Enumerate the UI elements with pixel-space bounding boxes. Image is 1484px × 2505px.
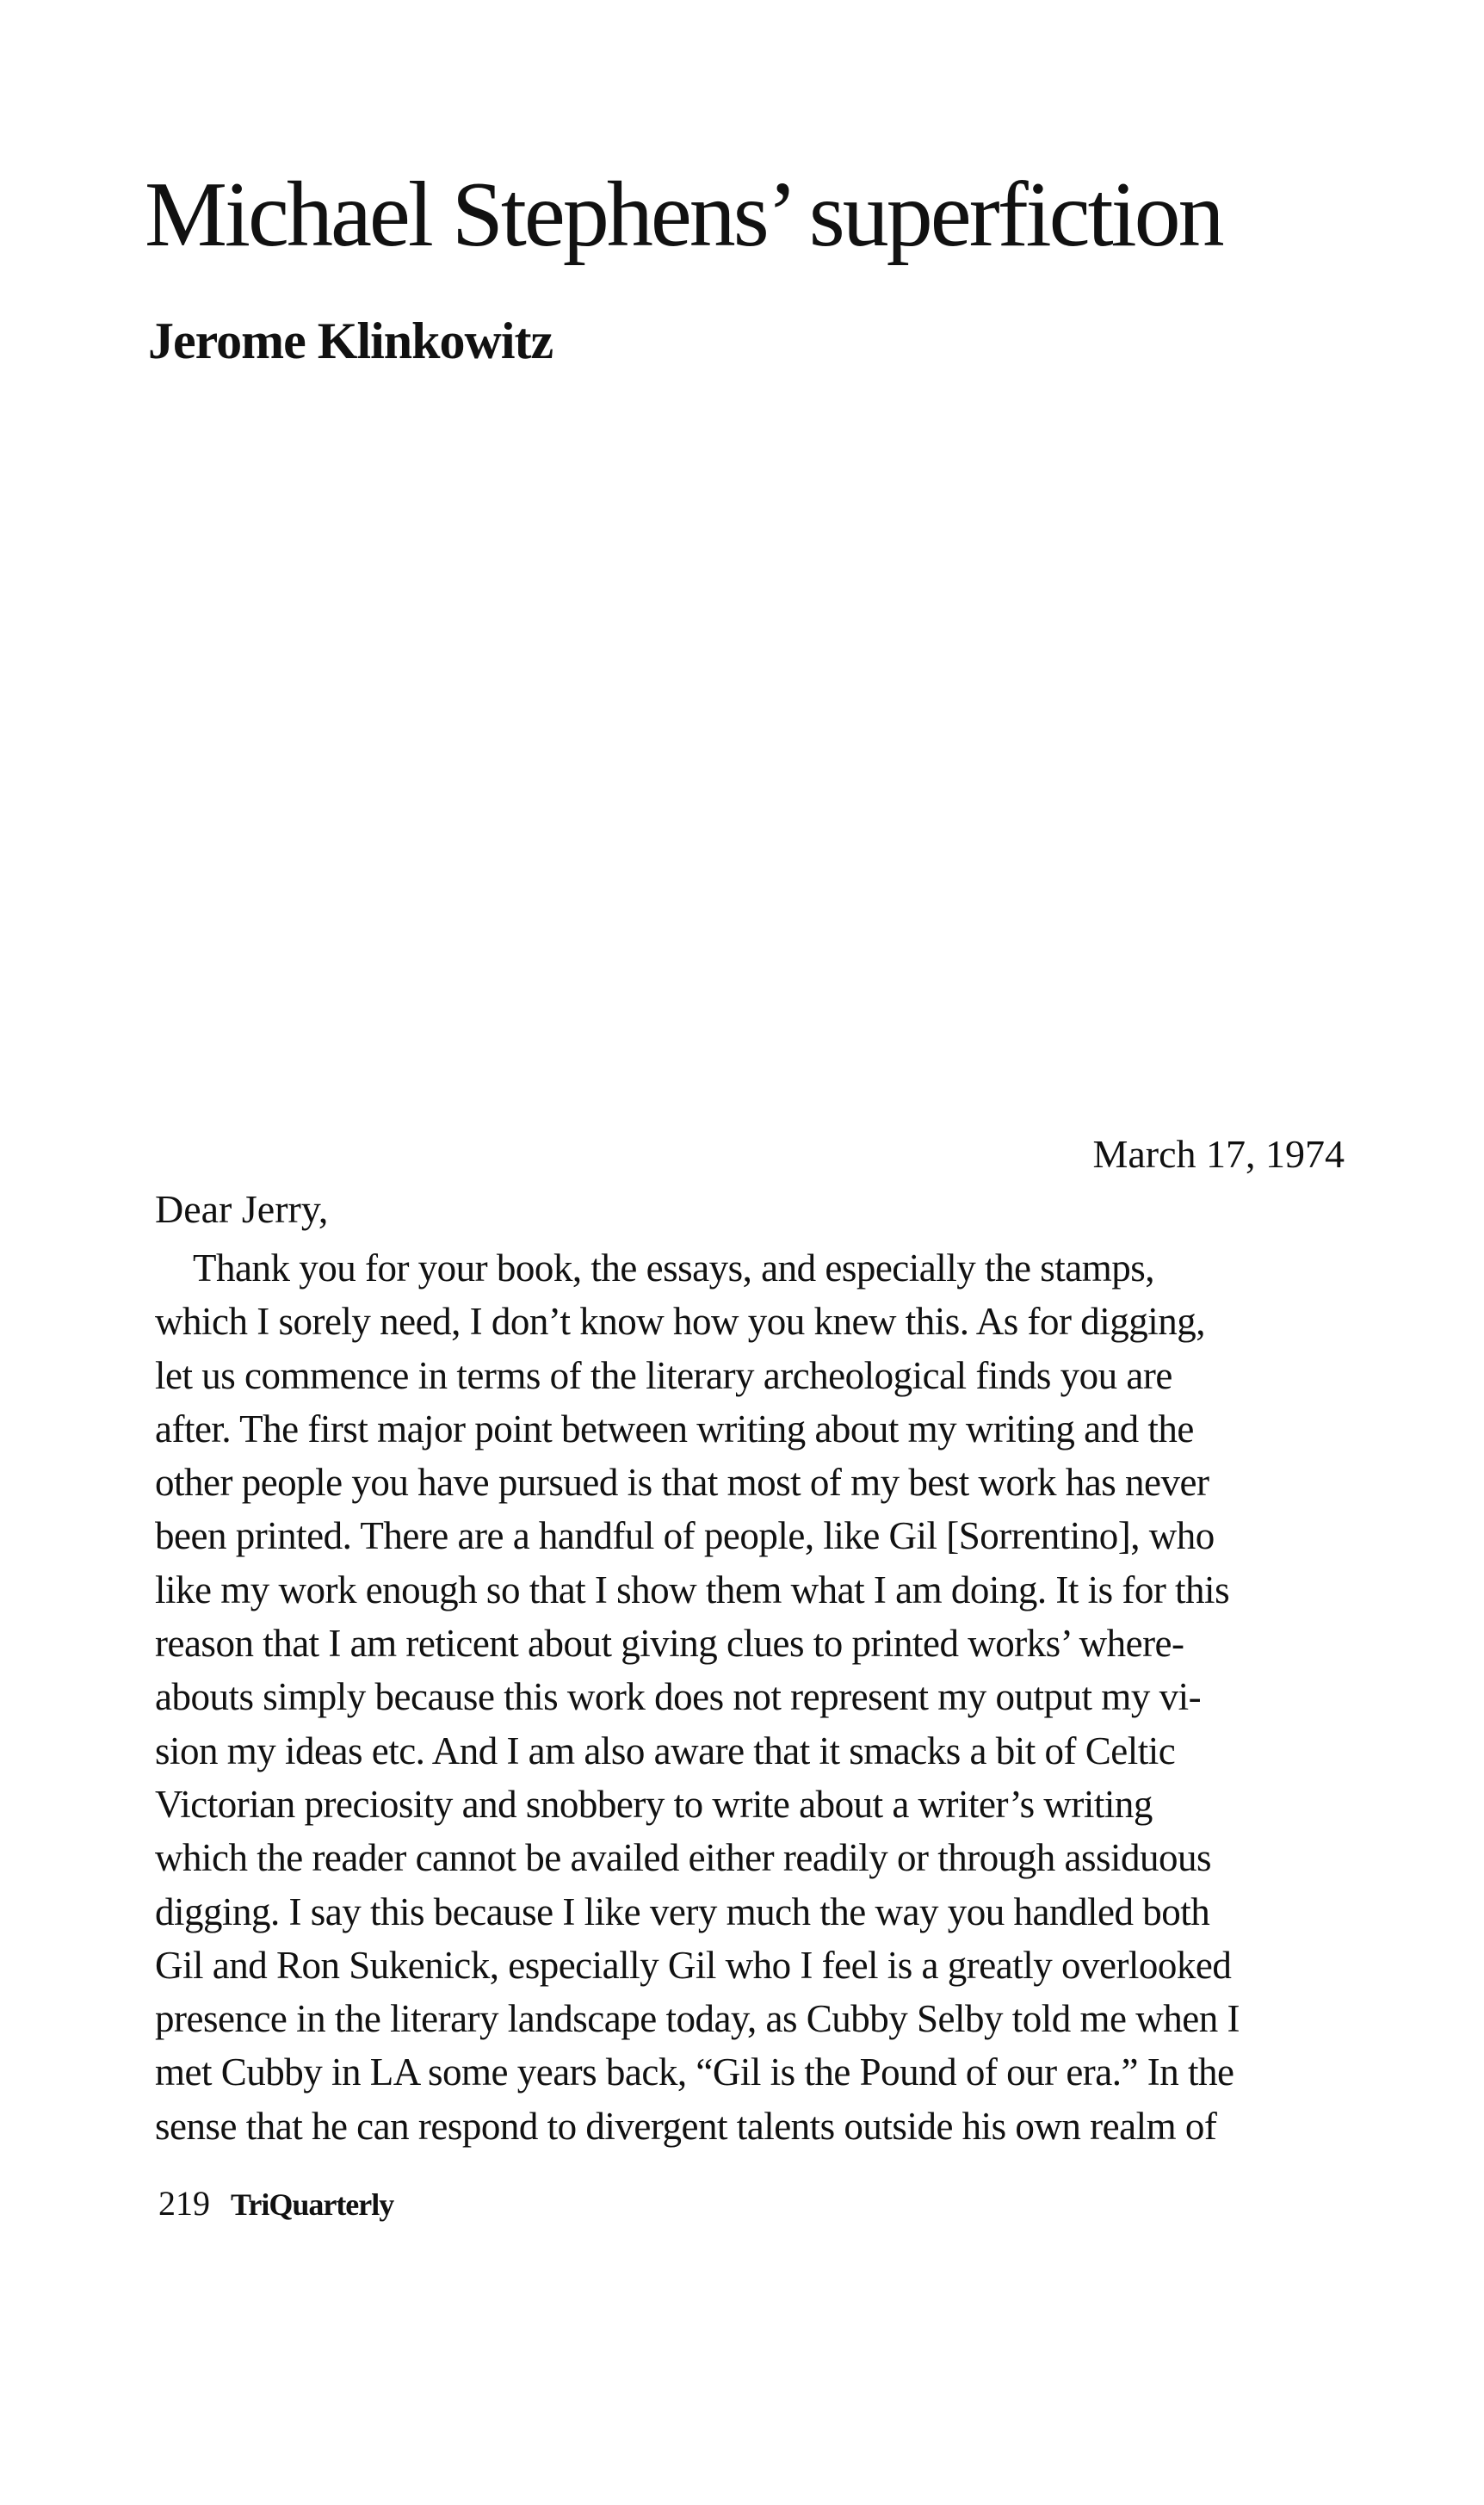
letter-date: March 17, 1974 [1092,1132,1345,1176]
body-line: presence in the literary landscape today, as Cubby Selby told me when I [155,1997,1240,2041]
letter-salutation: Dear Jerry, [155,1187,329,1231]
body-line: Gil and Ron Sukenick, especially Gil who I feel is a greatly overlooked [155,1943,1232,1987]
body-line: sion my ideas etc. And I am also aware that it smacks a bit of Celtic [155,1729,1176,1772]
body-line: after. The first major point between writing about my writing and the [155,1407,1194,1450]
body-line: abouts simply because this work does not represent my output my vi- [155,1675,1202,1719]
body-line: sense that he can respond to divergent talents outside his own realm of [155,2104,1217,2148]
body-line: met Cubby in LA some years back, “Gil is the Pound of our era.” In the [155,2050,1234,2094]
body-line: let us commence in terms of the literary archeological finds you are [155,1353,1172,1397]
article-author: Jerome Klinkowitz [148,312,553,369]
body-line: reason that I am reticent about giving clues to printed works’ where- [155,1622,1184,1666]
page-footer [158,2186,393,2221]
body-line: other people you have pursued is that most of my best work has never [155,1461,1209,1505]
journal-name: TriQuarterly [231,2187,394,2222]
body-line: like my work enough so that I show them what I am doing. It is for this [155,1568,1230,1611]
body-line: Victorian preciosity and snobbery to write about a writer’s writing [155,1782,1153,1826]
body-line: digging. I say this because I like very much the way you handled both [155,1890,1210,1933]
letter-body [155,1241,1360,2153]
body-line: which the reader cannot be availed either readily or through assiduous [155,1836,1212,1880]
body-line: been printed. There are a handful of people, like Gil [Sorrentino], who [155,1514,1215,1558]
article-title: Michael Stephens’ superfiction [145,164,1222,266]
body-line: which I sorely need, I don’t know how you knew this. As for digging, [155,1300,1206,1344]
page-number: 219 [158,2184,210,2223]
body-line: Thank you for your book, the essays, and especially the stamps, [193,1246,1154,1290]
